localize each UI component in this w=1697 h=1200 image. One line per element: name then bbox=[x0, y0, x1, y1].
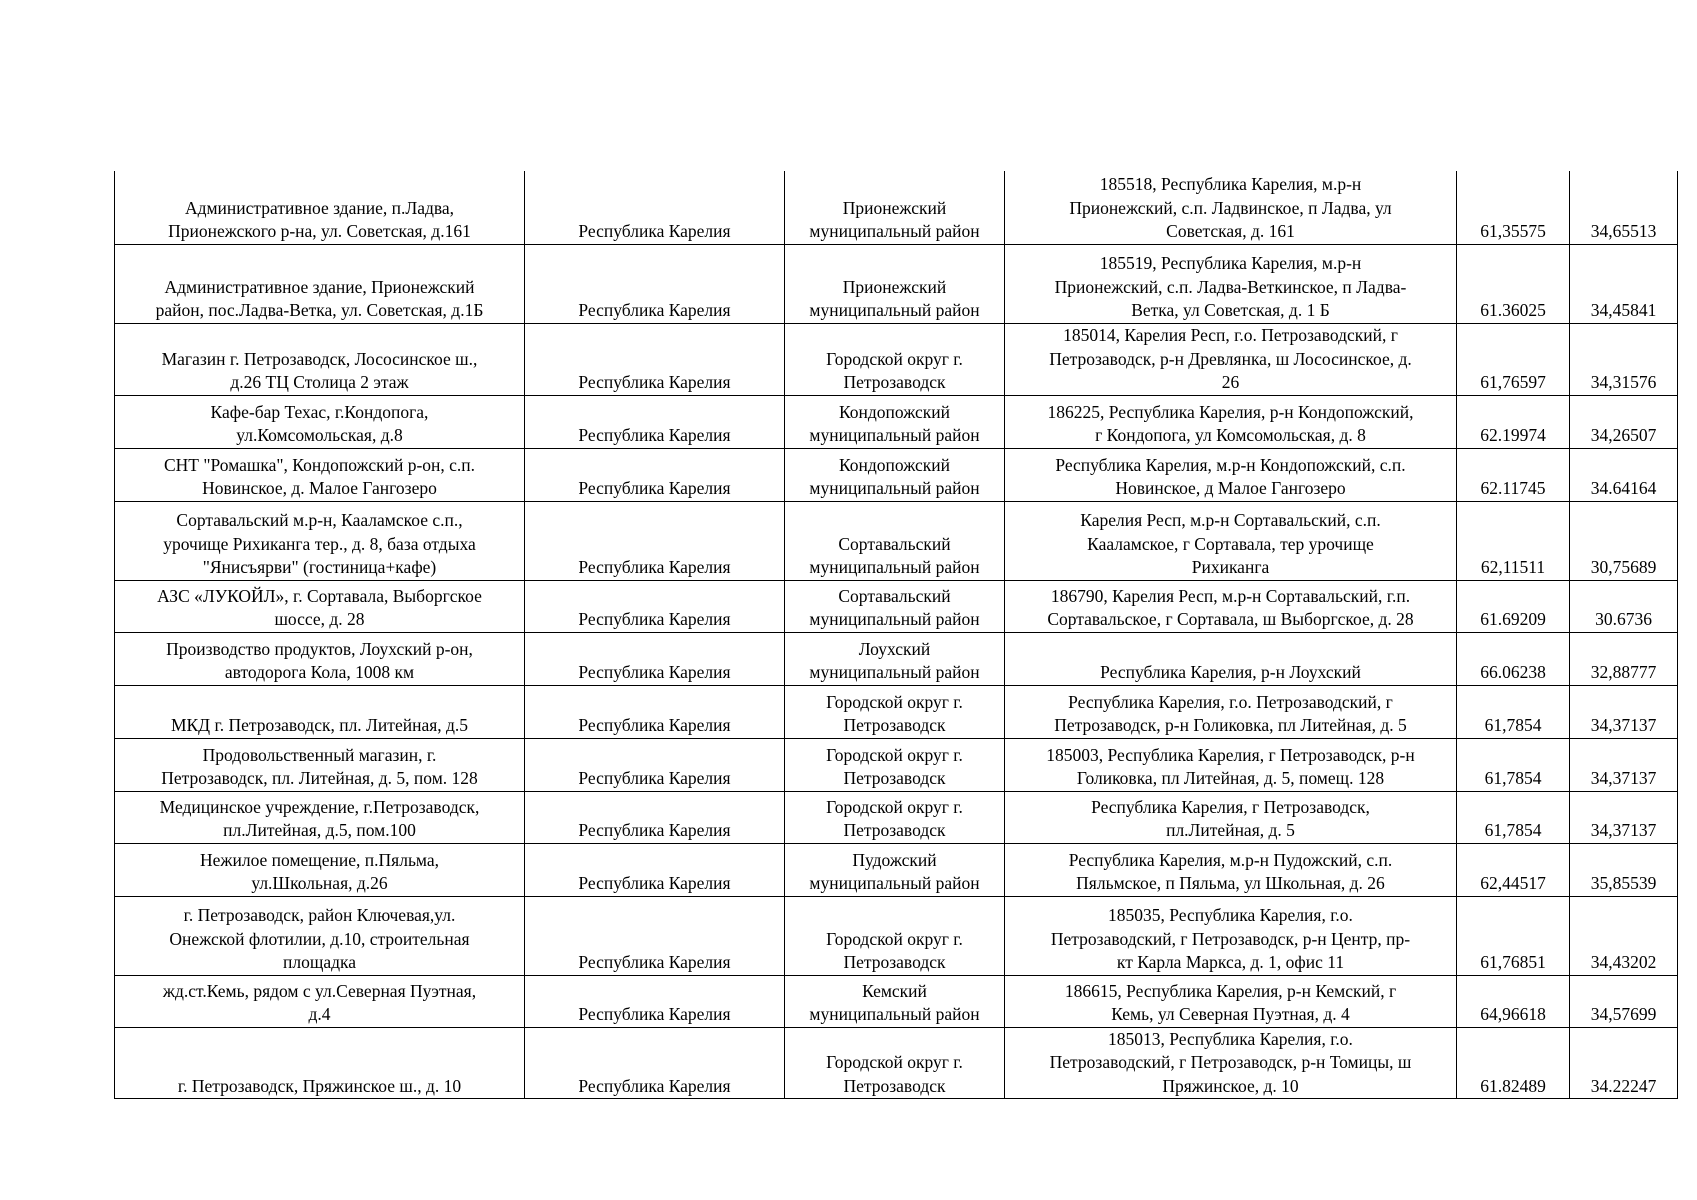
longitude-cell: 30.6736 bbox=[1570, 580, 1678, 632]
address-cell: 185518, Республика Карелия, м.р-н Прионежский, с.п. Ладвинское, п Ладва, ул Советская, д. 161 bbox=[1005, 171, 1457, 244]
table-row bbox=[115, 896, 1678, 975]
address-cell: 186225, Республика Карелия, р-н Кондопожский, г Кондопога, ул Комсомольская, д. 8 bbox=[1005, 395, 1457, 448]
object-name-cell: АЗС «ЛУКОЙЛ», г. Сортавала, Выборгское шоссе, д. 28 bbox=[115, 580, 525, 632]
district-cell: Городской округ г. Петрозаводск bbox=[785, 738, 1005, 791]
latitude-cell: 62.11745 bbox=[1457, 448, 1570, 501]
region-cell: Республика Карелия bbox=[525, 738, 785, 791]
address-cell: 186790, Карелия Респ, м.р-н Сортавальский, г.п. Сортавальское, г Сортавала, ш Выборгское, д. 28 bbox=[1005, 580, 1457, 632]
latitude-cell: 62,11511 bbox=[1457, 501, 1570, 580]
table-row bbox=[115, 395, 1678, 448]
latitude-cell: 61,76851 bbox=[1457, 896, 1570, 975]
region-cell: Республика Карелия bbox=[525, 975, 785, 1027]
district-cell: Сортавальский муниципальный район bbox=[785, 501, 1005, 580]
district-cell: Кондопожский муниципальный район bbox=[785, 448, 1005, 501]
region-cell: Республика Карелия bbox=[525, 580, 785, 632]
latitude-cell: 61,35575 bbox=[1457, 171, 1570, 244]
object-name-cell: МКД г. Петрозаводск, пл. Литейная, д.5 bbox=[115, 685, 525, 738]
object-name-cell: Сортавальский м.р-н, Кааламское с.п., урочище Рихиканга тер., д. 8, база отдыха "Янисъярви" (гостиница+кафе) bbox=[115, 501, 525, 580]
region-cell: Республика Карелия bbox=[525, 632, 785, 685]
latitude-cell: 61,7854 bbox=[1457, 685, 1570, 738]
longitude-cell: 34,43202 bbox=[1570, 896, 1678, 975]
address-cell: Республика Карелия, м.р-н Кондопожский, с.п. Новинское, д Малое Гангозеро bbox=[1005, 448, 1457, 501]
address-cell: Республика Карелия, р-н Лоухский bbox=[1005, 632, 1457, 685]
district-cell: Сортавальский муниципальный район bbox=[785, 580, 1005, 632]
region-cell: Республика Карелия bbox=[525, 896, 785, 975]
longitude-cell: 34.64164 bbox=[1570, 448, 1678, 501]
object-name-cell: жд.ст.Кемь, рядом с ул.Северная Пуэтная, д.4 bbox=[115, 975, 525, 1027]
objects-table bbox=[114, 171, 1678, 1099]
address-cell: Республика Карелия, г.о. Петрозаводский, г Петрозаводск, р-н Голиковка, пл Литейная, д. 5 bbox=[1005, 685, 1457, 738]
address-cell: Республика Карелия, г Петрозаводск, пл.Литейная, д. 5 bbox=[1005, 791, 1457, 843]
district-cell: Кондопожский муниципальный район bbox=[785, 395, 1005, 448]
table-row bbox=[115, 632, 1678, 685]
longitude-cell: 34,45841 bbox=[1570, 244, 1678, 323]
table-row bbox=[115, 738, 1678, 791]
table-row bbox=[115, 975, 1678, 1027]
district-cell: Пудожский муниципальный район bbox=[785, 843, 1005, 896]
object-name-cell: Продовольственный магазин, г. Петрозаводск, пл. Литейная, д. 5, пом. 128 bbox=[115, 738, 525, 791]
address-cell: 185014, Карелия Респ, г.о. Петрозаводский, г Петрозаводск, р-н Древлянка, ш Лососинское, д. 26 bbox=[1005, 323, 1457, 395]
address-cell: 186615, Республика Карелия, р-н Кемский, г Кемь, ул Северная Пуэтная, д. 4 bbox=[1005, 975, 1457, 1027]
district-cell: Городской округ г. Петрозаводск bbox=[785, 685, 1005, 738]
address-cell: 185003, Республика Карелия, г Петрозаводск, р-н Голиковка, пл Литейная, д. 5, помещ. 128 bbox=[1005, 738, 1457, 791]
latitude-cell: 61,7854 bbox=[1457, 738, 1570, 791]
object-name-cell: Административное здание, Прионежский район, пос.Ладва-Ветка, ул. Советская, д.1Б bbox=[115, 244, 525, 323]
longitude-cell: 30,75689 bbox=[1570, 501, 1678, 580]
longitude-cell: 34.22247 bbox=[1570, 1027, 1678, 1099]
object-name-cell: Магазин г. Петрозаводск, Лососинское ш., д.26 ТЦ Столица 2 этаж bbox=[115, 323, 525, 395]
latitude-cell: 61.36025 bbox=[1457, 244, 1570, 323]
district-cell: Городской округ г. Петрозаводск bbox=[785, 1027, 1005, 1099]
region-cell: Республика Карелия bbox=[525, 244, 785, 323]
address-cell: Карелия Респ, м.р-н Сортавальский, с.п. Кааламское, г Сортавала, тер урочище Рихиканга bbox=[1005, 501, 1457, 580]
object-name-cell: Административное здание, п.Ладва, Прионежского р-на, ул. Советская, д.161 bbox=[115, 171, 525, 244]
longitude-cell: 34,26507 bbox=[1570, 395, 1678, 448]
table-row bbox=[115, 501, 1678, 580]
table-row bbox=[115, 448, 1678, 501]
latitude-cell: 61,76597 bbox=[1457, 323, 1570, 395]
table-row bbox=[115, 171, 1678, 244]
district-cell: Городской округ г. Петрозаводск bbox=[785, 323, 1005, 395]
region-cell: Республика Карелия bbox=[525, 395, 785, 448]
latitude-cell: 61.69209 bbox=[1457, 580, 1570, 632]
latitude-cell: 66.06238 bbox=[1457, 632, 1570, 685]
longitude-cell: 34,31576 bbox=[1570, 323, 1678, 395]
latitude-cell: 61.82489 bbox=[1457, 1027, 1570, 1099]
longitude-cell: 34,57699 bbox=[1570, 975, 1678, 1027]
latitude-cell: 61,7854 bbox=[1457, 791, 1570, 843]
object-name-cell: Нежилое помещение, п.Пяльма, ул.Школьная, д.26 bbox=[115, 843, 525, 896]
region-cell: Республика Карелия bbox=[525, 323, 785, 395]
district-cell: Кемский муниципальный район bbox=[785, 975, 1005, 1027]
latitude-cell: 64,96618 bbox=[1457, 975, 1570, 1027]
table-row bbox=[115, 1027, 1678, 1099]
table-row bbox=[115, 580, 1678, 632]
table-row bbox=[115, 791, 1678, 843]
district-cell: Городской округ г. Петрозаводск bbox=[785, 791, 1005, 843]
longitude-cell: 34,37137 bbox=[1570, 791, 1678, 843]
table-row bbox=[115, 685, 1678, 738]
object-name-cell: СНТ "Ромашка", Кондопожский р-он, с.п. Новинское, д. Малое Гангозеро bbox=[115, 448, 525, 501]
longitude-cell: 34,37137 bbox=[1570, 738, 1678, 791]
district-cell: Лоухский муниципальный район bbox=[785, 632, 1005, 685]
region-cell: Республика Карелия bbox=[525, 685, 785, 738]
region-cell: Республика Карелия bbox=[525, 448, 785, 501]
address-cell: 185519, Республика Карелия, м.р-н Прионежский, с.п. Ладва-Веткинское, п Ладва- Ветка, ул Советская, д. 1 Б bbox=[1005, 244, 1457, 323]
table-row bbox=[115, 244, 1678, 323]
district-cell: Прионежский муниципальный район bbox=[785, 171, 1005, 244]
district-cell: Городской округ г. Петрозаводск bbox=[785, 896, 1005, 975]
region-cell: Республика Карелия bbox=[525, 843, 785, 896]
longitude-cell: 32,88777 bbox=[1570, 632, 1678, 685]
address-cell: Республика Карелия, м.р-н Пудожский, с.п. Пяльмское, п Пяльма, ул Школьная, д. 26 bbox=[1005, 843, 1457, 896]
object-name-cell: Производство продуктов, Лоухский р-он, автодорога Кола, 1008 км bbox=[115, 632, 525, 685]
longitude-cell: 35,85539 bbox=[1570, 843, 1678, 896]
longitude-cell: 34,65513 bbox=[1570, 171, 1678, 244]
region-cell: Республика Карелия bbox=[525, 171, 785, 244]
region-cell: Республика Карелия bbox=[525, 791, 785, 843]
object-name-cell: Медицинское учреждение, г.Петрозаводск, пл.Литейная, д.5, пом.100 bbox=[115, 791, 525, 843]
table-body bbox=[115, 171, 1678, 1099]
longitude-cell: 34,37137 bbox=[1570, 685, 1678, 738]
object-name-cell: Кафе-бар Техас, г.Кондопога, ул.Комсомольская, д.8 bbox=[115, 395, 525, 448]
table-row bbox=[115, 843, 1678, 896]
region-cell: Республика Карелия bbox=[525, 1027, 785, 1099]
region-cell: Республика Карелия bbox=[525, 501, 785, 580]
address-cell: 185035, Республика Карелия, г.о. Петрозаводский, г Петрозаводск, р-н Центр, пр- кт Карла Маркса, д. 1, офис 11 bbox=[1005, 896, 1457, 975]
district-cell: Прионежский муниципальный район bbox=[785, 244, 1005, 323]
table-row bbox=[115, 323, 1678, 395]
object-name-cell: г. Петрозаводск, район Ключевая,ул. Онежской флотилии, д.10, строительная площадка bbox=[115, 896, 525, 975]
latitude-cell: 62,44517 bbox=[1457, 843, 1570, 896]
object-name-cell: г. Петрозаводск, Пряжинское ш., д. 10 bbox=[115, 1027, 525, 1099]
address-cell: 185013, Республика Карелия, г.о. Петрозаводский, г Петрозаводск, р-н Томицы, ш Пряжинское, д. 10 bbox=[1005, 1027, 1457, 1099]
latitude-cell: 62.19974 bbox=[1457, 395, 1570, 448]
